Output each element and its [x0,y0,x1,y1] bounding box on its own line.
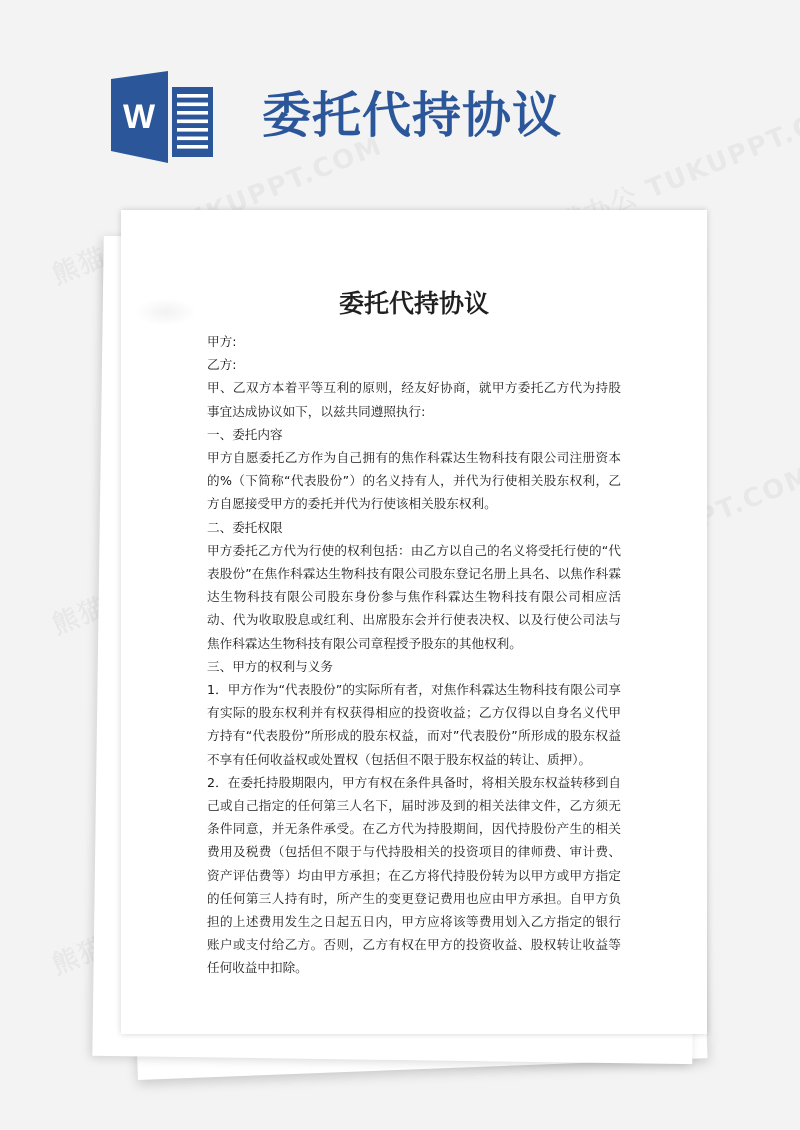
section-3-clause-2: 2．在委托持股期限内，甲方有权在条件具备时，将相关股东权益转移到自己或自己指定的任何第三人名下，届时涉及到的相关法律文件，乙方须无条件同意，并无条件承受。在乙方代为持股期间，因代持股份产生的相关费用及税费（包括但不限于与代持股相关的投资项目的律师费、审计费、资产评估费等）均由甲方承担；在乙方将代持股份转为以甲方或甲方指定的任何第三人持有时，所产生的变更登记费用也应由甲方承担。自甲方负担的上述费用发生之日起五日内，甲方应将该等费用划入乙方指定的银行账户或支付给乙方。否则，乙方有权在甲方的投资收益、股权转让收益等任何收益中扣除。 [207,774,621,976]
document-page [121,210,707,1034]
document-title: 委托代持协议 [338,289,489,318]
preamble-paragraph: 甲、乙双方本着平等互利的原则，经友好协商，就甲方委托乙方代为持股事宜达成协议如下，以兹共同遵照执行: [207,380,621,419]
section-heading-3: 三、甲方的权利与义务 [207,658,333,674]
section-3-clause-1: 1．甲方作为“代表股份”的实际所有者，对焦作科霖达生物科技有限公司享有实际的股东权利并有权获得相应的投资收益；乙方仅得以自身名义代甲方持有“代表股份”所形成的股东权益，而对”代表股份”所形成的股东权益不享有任何收益权或处置权（包括但不限于股东权益的转让、质押）。 [207,682,621,767]
section-heading-2: 二、委托权限 [207,519,283,535]
section-2-paragraph: 甲方委托乙方代为行使的权利包括：由乙方以自己的名义将受托行使的“代表股份”在焦作科霖达生物科技有限公司股东登记名册上具名、以焦作科霖达生物科技有限公司股东身份参与焦作科霖达生物科技有限公司相应活动、代为收取股息或红利、出席股东会并行使表决权、以及行使公司法与焦作科霖达生物科技有限公司章程授予股东的其他权利。 [207,542,621,651]
section-heading-1: 一、委托内容 [207,426,283,442]
header-banner [0,0,800,200]
word-icon [110,70,214,164]
document-body [207,330,621,980]
party-a-line: 甲方: [207,334,237,349]
section-1-paragraph: 甲方自愿委托乙方作为自己拥有的焦作科霖达生物科技有限公司注册资本的%（下简称“代表股份”）的名义持有人，并代为行使相关股东权利，乙方自愿接受甲方的委托并代为行使该相关股东权利。 [207,450,621,512]
word-icon-letter: W [122,98,156,136]
header-title: 委托代持协议 [262,87,563,144]
party-b-line: 乙方: [207,357,237,373]
